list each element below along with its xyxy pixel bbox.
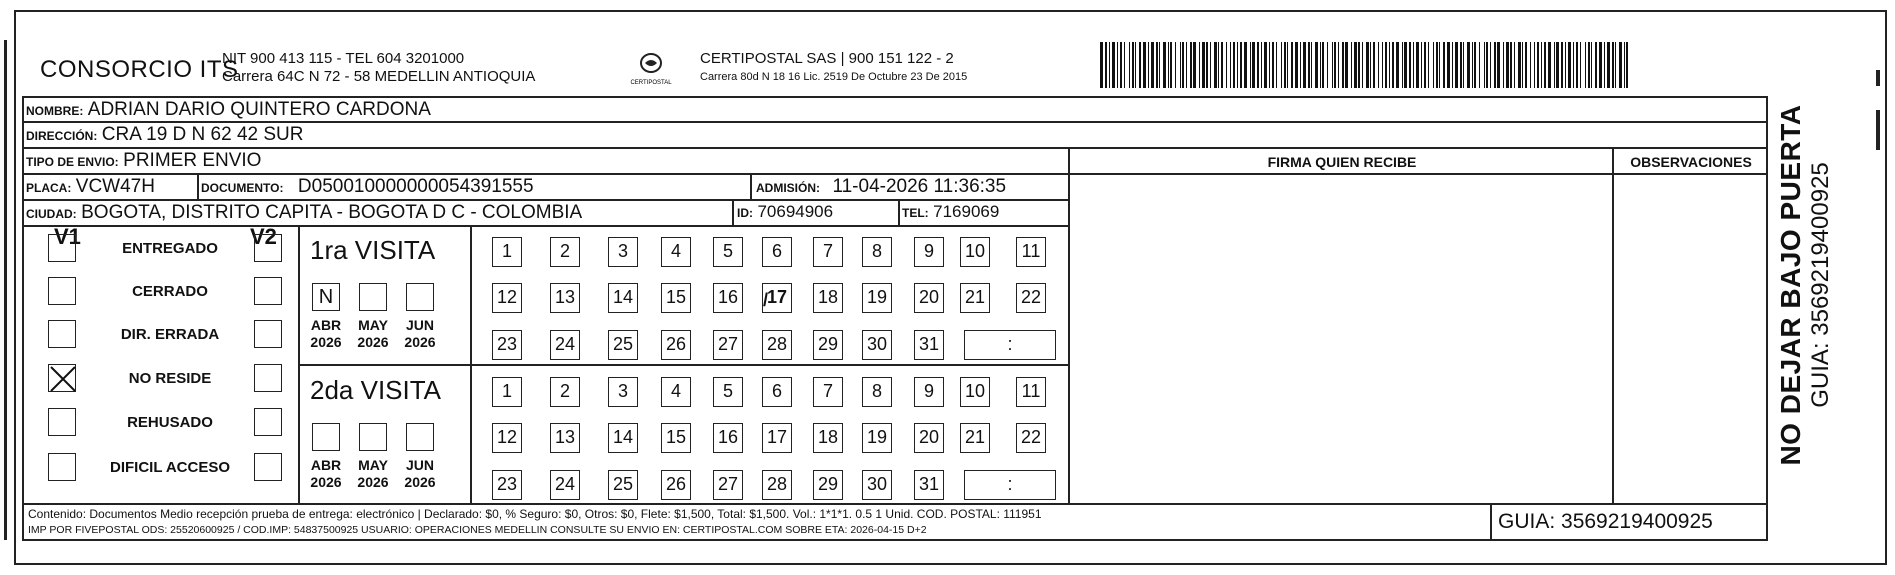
month-mark: N: [318, 286, 334, 308]
direccion-label: DIRECCIÓN:: [26, 129, 98, 143]
footer-content-line: Contenido: Documentos Medio recepción prueba de entrega: electrónico | Declarado: $0, % Seguro: $0, Otros: $0, Flete: $1,500, Total: $1,500. Vol.: 1*1*1. 0.5 1 Unid. COD. POSTAL: 111951: [28, 507, 1042, 521]
day-box[interactable]: 6: [762, 237, 792, 267]
v1-checkbox[interactable]: [48, 453, 76, 481]
visit-title: 1ra VISITA: [310, 235, 436, 265]
month-checkbox[interactable]: [359, 423, 387, 451]
day-box[interactable]: 17: [762, 423, 792, 453]
status-label: DIR. ERRADA: [120, 326, 220, 343]
visit-title: 2da VISITA: [310, 375, 442, 405]
admision-field: [756, 176, 1066, 198]
tel-value: 7169069: [933, 202, 1000, 221]
day-box[interactable]: 4: [661, 377, 691, 407]
month-year: 2026: [404, 474, 436, 490]
day-box[interactable]: 18: [813, 283, 843, 313]
v2-checkbox[interactable]: [254, 234, 282, 262]
v2-checkbox[interactable]: [254, 364, 282, 392]
day-box[interactable]: 19: [862, 283, 892, 313]
month-name: MAY: [358, 317, 388, 333]
status-label: ENTREGADO: [122, 240, 218, 257]
time-field[interactable]: :: [964, 470, 1056, 500]
day-box[interactable]: 30: [862, 470, 892, 500]
tipo-value: PRIMER ENVIO: [123, 150, 262, 171]
documento-label: DOCUMENTO:: [201, 181, 284, 195]
day-box[interactable]: 27: [713, 330, 743, 360]
status-label: NO RESIDE: [128, 370, 212, 387]
x-mark-icon: [49, 365, 77, 393]
day-box[interactable]: 14: [608, 283, 638, 313]
month-checkbox[interactable]: [406, 283, 434, 311]
month-label: [397, 317, 443, 351]
certipostal-info: [700, 50, 967, 86]
tipo-row: [26, 150, 1066, 172]
barcode: [1100, 42, 1632, 90]
v1-checkbox[interactable]: [48, 234, 76, 262]
edge-mark: [1876, 110, 1880, 150]
day-box[interactable]: 7: [813, 377, 843, 407]
day-box[interactable]: 29: [813, 330, 843, 360]
v2-checkbox[interactable]: [254, 408, 282, 436]
side-guia: GUIA: 3569219400925: [1807, 162, 1834, 408]
tipo-label: TIPO DE ENVIO:: [26, 155, 119, 169]
guia-number: GUIA: 3569219400925: [1498, 510, 1713, 533]
v1-header: V1: [54, 224, 81, 249]
month-label: [397, 457, 443, 491]
month-year: 2026: [310, 474, 342, 490]
day-box[interactable]: 26: [661, 470, 691, 500]
admision-value: 11-04-2026 11:36:35: [832, 176, 1007, 197]
day-box[interactable]: 23: [492, 330, 522, 360]
v1-checkbox[interactable]: [48, 320, 76, 348]
month-label: [303, 457, 349, 491]
v2-checkbox[interactable]: [254, 277, 282, 305]
certipostal-logo-icon: [628, 48, 674, 88]
day-box[interactable]: 11: [1016, 377, 1046, 407]
day-box[interactable]: 22: [1016, 283, 1046, 313]
day-box[interactable]: 12: [492, 283, 522, 313]
day-box[interactable]: 5: [713, 237, 743, 267]
day-box[interactable]: 11: [1016, 237, 1046, 267]
day-box[interactable]: 4: [661, 237, 691, 267]
month-checkbox[interactable]: [312, 423, 340, 451]
scribble-mark-icon: /: [762, 290, 768, 310]
day-box[interactable]: 9: [914, 377, 944, 407]
status-label: DIFICIL ACCESO: [109, 459, 230, 476]
side-warning: [1775, 104, 1835, 465]
month-year: 2026: [357, 474, 389, 490]
day-box[interactable]: 1: [492, 237, 522, 267]
month-name: ABR: [310, 457, 342, 473]
month-year: 2026: [404, 334, 436, 350]
direccion-row: [26, 124, 1766, 146]
ciudad-value: BOGOTA, DISTRITO CAPITA - BOGOTA D C - COLOMBIA: [81, 202, 583, 223]
placa-value: VCW47H: [75, 176, 155, 197]
day-box[interactable]: 8: [862, 237, 892, 267]
day-box[interactable]: 9: [914, 237, 944, 267]
day-box[interactable]: 27: [713, 470, 743, 500]
day-box[interactable]: 21: [960, 283, 990, 313]
ciudad-label: CIUDAD:: [26, 207, 77, 221]
v2-checkbox[interactable]: [254, 320, 282, 348]
day-box[interactable]: 24: [550, 470, 580, 500]
day-box[interactable]: 21: [960, 423, 990, 453]
nombre-label: NOMBRE:: [26, 104, 84, 118]
day-box[interactable]: 10: [960, 237, 990, 267]
day-box[interactable]: 12: [492, 423, 522, 453]
v2-header: V2: [250, 224, 277, 249]
day-box[interactable]: 3: [608, 237, 638, 267]
company-name: CONSORCIO ITS: [40, 56, 239, 83]
side-warning-main: NO DEJAR BAJO PUERTA: [1775, 104, 1806, 466]
day-box[interactable]: 1: [492, 377, 522, 407]
documento-value: D050010000000054391555: [297, 176, 534, 197]
month-label: [350, 457, 396, 491]
day-box[interactable]: 20: [914, 423, 944, 453]
day-box[interactable]: 16: [713, 283, 743, 313]
company-nit: NIT 900 413 115 - TEL 604 3201000: [222, 50, 465, 67]
day-box[interactable]: 5: [713, 377, 743, 407]
day-box[interactable]: 14: [608, 423, 638, 453]
certipostal-license: Carrera 80d N 18 16 Lic. 2519 De Octubre 23 De 2015: [700, 71, 968, 83]
certipostal-nit: CERTIPOSTAL SAS | 900 151 122 - 2: [700, 50, 954, 67]
month-name: JUN: [405, 317, 434, 333]
day-box[interactable]: 25: [608, 470, 638, 500]
tel-field: [902, 202, 1068, 224]
nombre-value: ADRIAN DARIO QUINTERO CARDONA: [87, 99, 431, 120]
placa-label: PLACA:: [26, 181, 72, 195]
day-box[interactable]: 7: [813, 237, 843, 267]
month-checkbox[interactable]: [359, 283, 387, 311]
firma-header: FIRMA QUIEN RECIBE: [1267, 154, 1417, 170]
day-box[interactable]: 3: [608, 377, 638, 407]
company-info: [222, 50, 535, 86]
day-box[interactable]: 19: [862, 423, 892, 453]
month-checkbox[interactable]: [406, 423, 434, 451]
month-label: [303, 317, 349, 351]
edge-mark: [1876, 70, 1880, 86]
placa-field: [26, 176, 196, 198]
month-name: JUN: [405, 457, 434, 473]
time-field[interactable]: :: [964, 330, 1056, 360]
month-label: [350, 317, 396, 351]
logo-caption: CERTIPOSTAL: [630, 80, 672, 86]
month-name: MAY: [358, 457, 388, 473]
direccion-value: CRA 19 D N 62 42 SUR: [101, 124, 304, 145]
day-box[interactable]: 13: [550, 283, 580, 313]
status-label: CERRADO: [132, 283, 208, 300]
v2-checkbox[interactable]: [254, 453, 282, 481]
day-box[interactable]: 25: [608, 330, 638, 360]
ciudad-field: [26, 202, 736, 224]
status-label: REHUSADO: [127, 414, 213, 431]
day-box[interactable]: 29: [813, 470, 843, 500]
footer-print-line: IMP POR FIVEPOSTAL ODS: 25520600925 / COD.IMP: 54837500925 USUARIO: OPERACIONES MEDELLIN CONSULTE SU ENVIO EN: CERTIPOSTAL.COM SOBRE ETA: 2026-04-15 D+2: [28, 524, 927, 536]
v1-checkbox[interactable]: [48, 277, 76, 305]
day-box[interactable]: 6: [762, 377, 792, 407]
left-edge-mark: [4, 40, 7, 540]
documento-field: [201, 176, 749, 198]
month-year: 2026: [310, 334, 342, 350]
footer-details: [28, 506, 1488, 538]
day-box[interactable]: 28: [762, 330, 792, 360]
day-box[interactable]: 2: [550, 377, 580, 407]
day-box[interactable]: 31: [914, 470, 944, 500]
observaciones-header: OBSERVACIONES: [1630, 154, 1752, 170]
day-box[interactable]: 24: [550, 330, 580, 360]
v1-checkbox[interactable]: [48, 364, 76, 392]
day-box[interactable]: 30: [862, 330, 892, 360]
day-box[interactable]: 15: [661, 283, 691, 313]
day-box[interactable]: 22: [1016, 423, 1046, 453]
company-address: Carrera 64C N 72 - 58 MEDELLIN ANTIOQUIA: [222, 68, 536, 85]
nombre-row: [26, 99, 1766, 121]
admision-label: ADMISIÓN:: [756, 181, 820, 195]
day-box[interactable]: 23: [492, 470, 522, 500]
day-box[interactable]: 28: [762, 470, 792, 500]
id-value: 70694906: [757, 202, 834, 221]
day-box[interactable]: 20: [914, 283, 944, 313]
day-box[interactable]: 2: [550, 237, 580, 267]
day-box[interactable]: 15: [661, 423, 691, 453]
month-year: 2026: [357, 334, 389, 350]
day-box[interactable]: 16: [713, 423, 743, 453]
month-name: ABR: [310, 317, 342, 333]
day-box[interactable]: 8: [862, 377, 892, 407]
day-box[interactable]: 17 /: [762, 283, 792, 313]
v1-checkbox[interactable]: [48, 408, 76, 436]
tel-label: TEL:: [902, 206, 929, 220]
day-box[interactable]: 31: [914, 330, 944, 360]
id-field: [737, 202, 897, 224]
day-box[interactable]: 10: [960, 377, 990, 407]
day-box[interactable]: 26: [661, 330, 691, 360]
day-box[interactable]: 18: [813, 423, 843, 453]
id-label: ID:: [737, 206, 753, 220]
day-box[interactable]: 13: [550, 423, 580, 453]
month-checkbox[interactable]: [312, 283, 340, 311]
